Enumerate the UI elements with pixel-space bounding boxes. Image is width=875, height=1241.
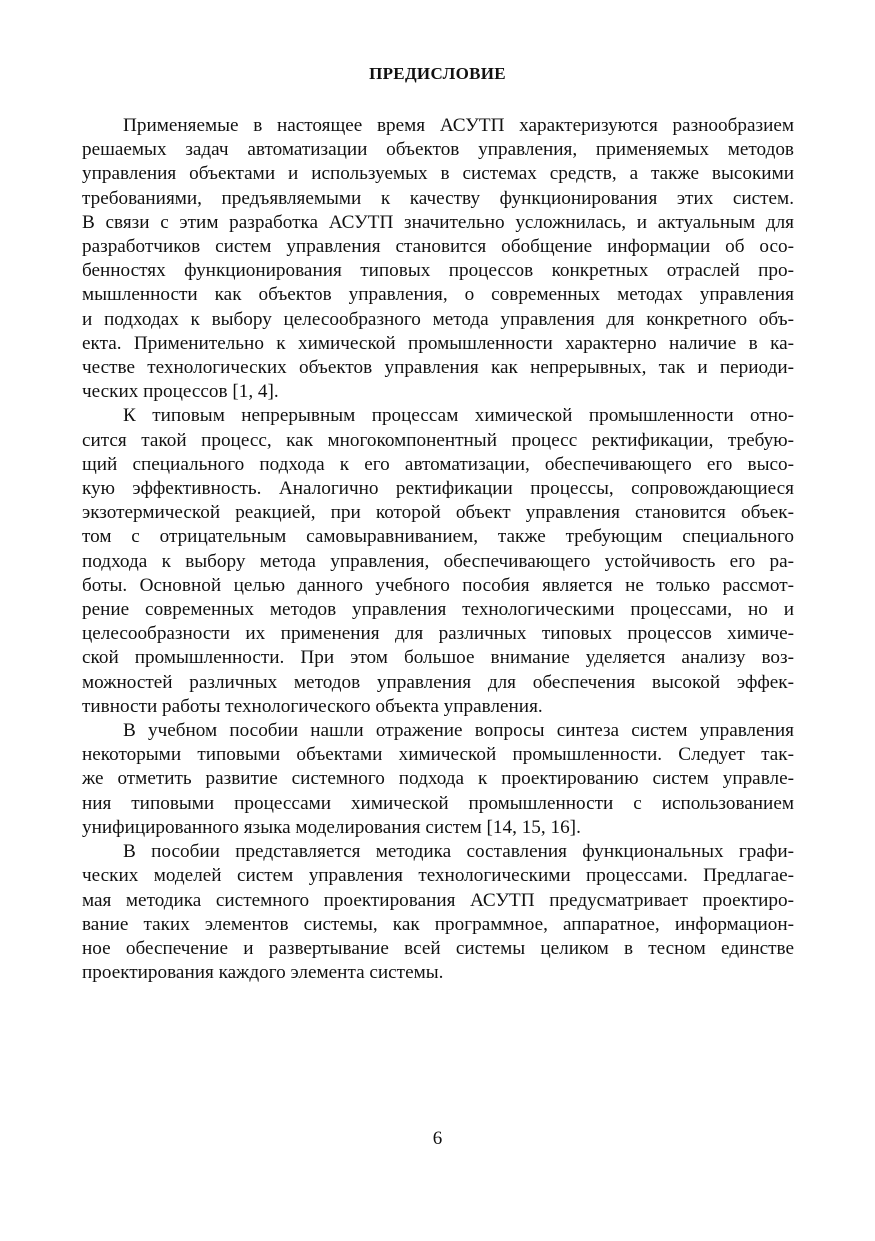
text-line: унифицированного языка моделирования систем [14, 15, 16]. — [82, 816, 581, 838]
text-line: кую эффективность. Аналогично ректификации процессы, сопровождающиеся — [82, 478, 794, 500]
text-line: экзотермической реакцией, при которой объект управления становится объек- — [82, 502, 794, 524]
text-line: ное обеспечение и развертывание всей системы целиком в тесном единстве — [82, 937, 794, 959]
paragraph-3 — [82, 719, 794, 840]
text-line: решаемых задач автоматизации объектов управления, применяемых методов — [82, 139, 794, 161]
text-line: можностей различных методов управления для обеспечения высокой эффек- — [82, 671, 794, 693]
paragraph-1 — [82, 114, 794, 404]
text-line: К типовым непрерывным процессам химической промышленности отно- — [123, 405, 794, 427]
paragraph-2 — [82, 404, 794, 719]
text-line: екта. Применительно к химической промышленности характерно наличие в ка- — [82, 332, 794, 354]
text-line: мая методика системного проектирования АСУТП предусматривает проектиро- — [82, 889, 794, 911]
text-line: же отметить развитие системного подхода к проектированию систем управле- — [82, 768, 794, 790]
text-line: щий специального подхода к его автоматизации, обеспечивающего его высо- — [82, 453, 794, 475]
paragraph-4 — [82, 840, 794, 985]
text-line: В связи с этим разработка АСУТП значительно усложнилась, и актуальным для — [82, 211, 794, 233]
body-text — [82, 114, 794, 985]
text-line: ния типовыми процессами химической промышленности с использованием — [82, 792, 794, 814]
text-line: мышленности как объектов управления, о современных методах управления — [82, 284, 794, 306]
text-line: подхода к выбору метода управления, обеспечивающего устойчивость его ра- — [82, 550, 794, 572]
text-line: требованиями, предъявляемыми к качеству функционирования этих систем. — [82, 187, 794, 209]
text-line: разработчиков систем управления становится обобщение информации об осо- — [82, 236, 794, 258]
text-line: тивности работы технологического объекта управления. — [82, 695, 543, 717]
text-line: бенностях функционирования типовых процессов конкретных отраслей про- — [82, 260, 794, 282]
text-line: некоторыми типовыми объектами химической промышленности. Следует так- — [82, 744, 794, 766]
text-line: и подходах к выбору целесообразного метода управления для конкретного объ- — [82, 308, 794, 330]
text-line: ческих моделей систем управления технологическими процессами. Предлагае- — [82, 865, 794, 887]
text-line: вание таких элементов системы, как программное, аппаратное, информацион- — [82, 913, 794, 935]
text-line: В пособии представляется методика составления функциональных графи- — [123, 841, 794, 863]
page-title: ПРЕДИСЛОВИЕ — [369, 64, 506, 83]
text-line: ческих процессов [1, 4]. — [82, 381, 279, 403]
text-line: проектирования каждого элемента системы. — [82, 962, 444, 984]
text-line: честве технологических объектов управления как непрерывных, так и периоди- — [82, 357, 794, 379]
text-line: сится такой процесс, как многокомпонентный процесс ректификации, требую- — [82, 429, 794, 451]
text-line: боты. Основной целью данного учебного пособия является не только рассмот- — [82, 574, 794, 596]
text-line: Применяемые в настоящее время АСУТП характеризуются разнообразием — [123, 115, 794, 136]
text-line: ской промышленности. При этом большое внимание уделяется анализу воз- — [82, 647, 794, 669]
text-line: целесообразности их применения для различных типовых процессов химиче- — [82, 623, 794, 645]
text-line: В учебном пособии нашли отражение вопросы синтеза систем управления — [123, 720, 794, 742]
page-number: 6 — [432, 1128, 443, 1149]
text-line: рение современных методов управления технологическими процессами, но и — [82, 599, 794, 621]
text-line: управления объектами и используемых в системах средств, а также высокими — [82, 163, 794, 185]
text-line: том с отрицательным самовыравниванием, также требующим специального — [82, 526, 794, 548]
